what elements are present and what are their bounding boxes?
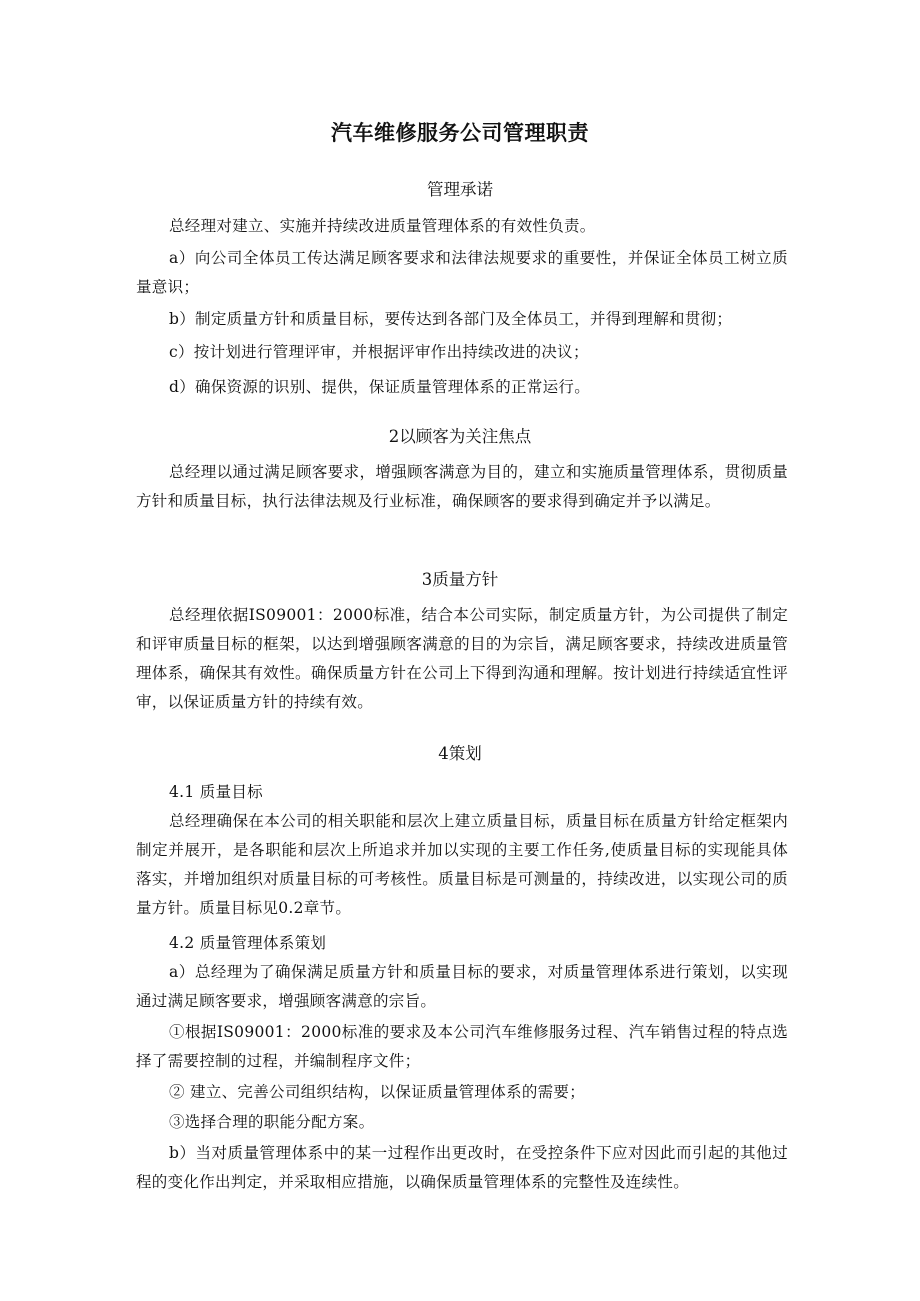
paragraph-customer-focus: 总经理以通过满足顾客要求，增强顾客满意为目的，建立和实施质量管理体系，贯彻质量方针和质量目标，执行法律法规及行业标准，确保顾客的要求得到确定并予以满足。 [136,463,788,510]
document-title: 汽车维修服务公司管理职责 [331,121,589,145]
list-item-d: d）确保资源的识别、提供，保证质量管理体系的正常运行。 [169,378,591,396]
paragraph-qms-planning-a: a）总经理为了确保满足质量方针和质量目标的要求，对质量管理体系进行策划，以实现通过满足顾客要求，增强顾客满意的宗旨。 [136,963,788,1010]
paragraph-qms-planning-3: ③选择合理的职能分配方案。 [169,1113,375,1131]
paragraph-quality-objectives: 总经理确保在本公司的相关职能和层次上建立质量目标，质量目标在质量方针给定框架内制定并展开，是各职能和层次上所追求并加以实现的主要工作任务,使质量目标的实现能具体落实，并增加组织对质量目标的可考核性。质量目标是可测量的，持续改进，以实现公司的质量方针。质量目标见0.2章节。 [136,812,788,917]
paragraph-qms-planning-b: b）当对质量管理体系中的某一过程作出更改时，在受控条件下应对因此而引起的其他过程的变化作出判定，并采取相应措施，以确保质量管理体系的完整性及连续性。 [136,1144,788,1191]
paragraph-intro: 总经理对建立、实施并持续改进质量管理体系的有效性负责。 [169,217,596,235]
subsection-title-quality-objectives: 4.1 质量目标 [169,783,263,801]
subsection-title-qms-planning: 4.2 质量管理体系策划 [169,934,327,952]
list-item-c: c）按计划进行管理评审，并根据评审作出持续改进的决议； [169,343,589,361]
section-heading-planning: 4策划 [438,744,482,763]
list-item-a: a）向公司全体员工传达满足顾客要求和法律法规要求的重要性，并保证全体员工树立质量意识； [136,249,788,296]
paragraph-qms-planning-2: ② 建立、完善公司组织结构，以保证质量管理体系的需要； [169,1083,586,1101]
paragraph-quality-policy: 总经理依据IS09001：2000标准，结合本公司实际，制定质量方针，为公司提供了制定和评审质量目标的框架，以达到增强顾客满意的目的为宗旨，满足顾客要求，持续改进质量管理体系，确保其有效性。确保质量方针在公司上下得到沟通和理解。按计划进行持续适宜性评审，以保证质量方针的持续有效。 [136,606,788,711]
section-heading-management-commitment: 管理承诺 [427,180,493,199]
list-item-b: b）制定质量方针和质量目标，要传达到各部门及全体员工，并得到理解和贯彻； [169,310,733,328]
section-heading-quality-policy: 3质量方针 [421,570,499,589]
section-heading-customer-focus: 2以顾客为关注焦点 [388,427,532,446]
paragraph-qms-planning-1: ①根据IS09001：2000标准的要求及本公司汽车维修服务过程、汽车销售过程的特点选择了需要控制的过程，并编制程序文件； [136,1023,788,1070]
